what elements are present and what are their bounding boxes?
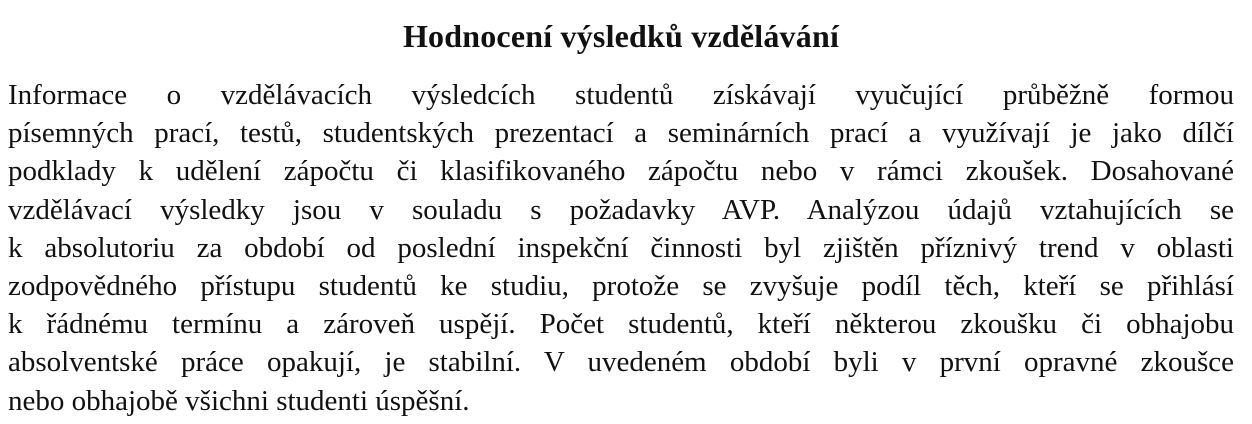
paragraph-line: Informace o vzdělávacích výsledcích studentů získávají vyučující průběžně formou — [8, 79, 1234, 111]
section-heading: Hodnocení výsledků vzdělávání — [402, 18, 840, 54]
body-paragraph — [8, 76, 1234, 420]
paragraph-line: vzdělávací výsledky jsou v souladu s požadavky AVP. Analýzou údajů vztahujících se — [8, 193, 1234, 226]
paragraph-line: absolventské práce opakují, je stabilní. V uvedeném období byli v první opravné zkoušce — [8, 346, 1234, 379]
paragraph-line: k řádnému termínu a zároveň uspějí. Počet studentů, kteří některou zkoušku či obhajobu — [8, 308, 1234, 341]
paragraph-line: písemných prací, testů, studentských prezentací a seminárních prací a využívají je jako dílčí — [8, 117, 1234, 150]
paragraph-line-last: nebo obhajobě všichni studenti úspěšní. — [8, 384, 470, 417]
document-page — [8, 0, 1234, 424]
paragraph-line: zodpovědného přístupu studentů ke studiu, protože se zvyšuje podíl těch, kteří se přihlásí — [8, 269, 1234, 302]
paragraph-line: podklady k udělení zápočtu či klasifikovaného zápočtu nebo v rámci zkoušek. Dosahované — [8, 155, 1234, 188]
paragraph-line: k absolutoriu za období od poslední inspekční činnosti byl zjištěn příznivý trend v oblasti — [8, 231, 1234, 264]
